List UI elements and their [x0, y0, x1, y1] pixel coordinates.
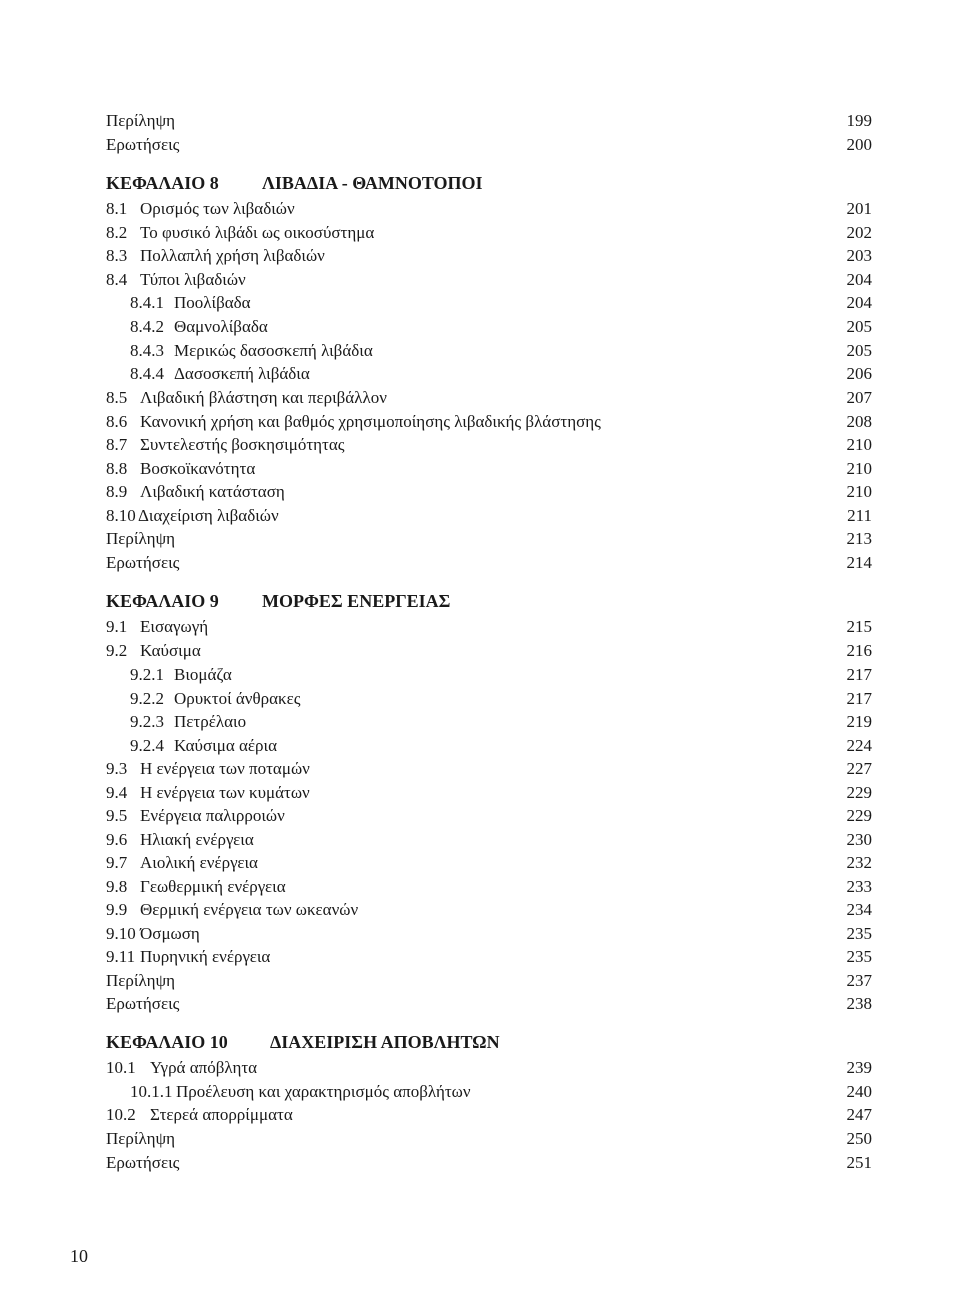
- section-title: Κανονική χρήση και βαθμός χρησιμοποίησης λιβαδικής βλάστησης: [140, 412, 601, 431]
- toc-section-item: [106, 805, 872, 827]
- page-ref: 250: [846, 1129, 872, 1148]
- page-ref: 227: [846, 759, 872, 778]
- page-ref: 210: [846, 459, 872, 478]
- section-number: 9.2.2: [130, 689, 164, 708]
- toc-item: [106, 110, 872, 132]
- section-title: Ερωτήσεις: [106, 135, 180, 154]
- toc-section-item: [106, 735, 872, 757]
- page-ref: 204: [846, 270, 872, 289]
- page-ref: 240: [846, 1082, 872, 1101]
- chapter-label: ΚΕΦΑΛΑΙΟ 9: [106, 591, 219, 611]
- page-number: 10: [70, 1246, 88, 1266]
- toc-item: [106, 1128, 872, 1150]
- section-title: Αιολική ενέργεια: [140, 853, 258, 872]
- section-title: Περίληψη: [106, 971, 175, 990]
- toc-section-item: [106, 758, 872, 780]
- chapter-label: ΚΕΦΑΛΑΙΟ 8: [106, 173, 219, 193]
- toc-item: [106, 1152, 872, 1174]
- page-ref: 205: [846, 341, 872, 360]
- section-number: 9.2: [106, 641, 128, 660]
- toc-section-item: [106, 481, 872, 503]
- section-title: Θερμική ενέργεια των ωκεανών: [140, 900, 359, 919]
- section-number: 8.4.1: [130, 293, 164, 312]
- chapter-heading: [106, 1031, 872, 1053]
- section-title: Συντελεστής βοσκησιμότητας: [140, 435, 345, 454]
- section-title: Ερωτήσεις: [106, 1153, 180, 1172]
- toc-section-item: [106, 876, 872, 898]
- section-title: Πυρηνική ενέργεια: [140, 947, 271, 966]
- page-ref: 216: [846, 641, 872, 660]
- section-title: Καύσιμα: [140, 641, 201, 660]
- page-ref: 202: [846, 223, 872, 242]
- page-ref: 206: [846, 364, 872, 383]
- page-ref: 247: [846, 1105, 872, 1124]
- toc-section-item: [106, 363, 872, 385]
- section-number: 8.6: [106, 412, 128, 431]
- toc-section-item: [106, 245, 872, 267]
- section-number: 8.4: [106, 270, 128, 289]
- section-number: 8.4.4: [130, 364, 164, 383]
- toc-section-item: [106, 292, 872, 314]
- section-title: Περίληψη: [106, 111, 175, 130]
- toc-section-item: [106, 616, 872, 638]
- toc-section-item: [106, 923, 872, 945]
- section-number: 10.1.1: [130, 1082, 173, 1101]
- page-ref: 224: [846, 736, 872, 755]
- toc-section-item: [106, 640, 872, 662]
- section-title: Ορυκτοί άνθρακες: [174, 689, 301, 708]
- section-title: Περίληψη: [106, 529, 175, 548]
- page-ref: 233: [846, 877, 872, 896]
- page-ref: 238: [846, 994, 872, 1013]
- toc-section-item: [106, 269, 872, 291]
- toc-section-item: [106, 829, 872, 851]
- section-number: 8.2: [106, 223, 128, 242]
- toc-section-item: [106, 1057, 872, 1079]
- page-ref: 235: [846, 947, 872, 966]
- toc-section-item: [106, 340, 872, 362]
- section-number: 9.1: [106, 617, 128, 636]
- section-title: Δασοσκεπή λιβάδια: [174, 364, 310, 383]
- section-title: Βιομάζα: [174, 665, 232, 684]
- section-number: 8.4.2: [130, 317, 164, 336]
- section-title: Υγρά απόβλητα: [150, 1058, 258, 1077]
- section-number: 8.4.3: [130, 341, 164, 360]
- section-title: Ερωτήσεις: [106, 553, 180, 572]
- page-ref: 251: [846, 1153, 872, 1172]
- page-ref: 204: [846, 293, 872, 312]
- section-title: Στερεά απορρίμματα: [150, 1105, 293, 1124]
- section-number: 8.3: [106, 246, 128, 265]
- section-title: Εισαγωγή: [140, 617, 209, 636]
- section-title: Θαμνολίβαδα: [174, 317, 268, 336]
- toc-section-item: [106, 664, 872, 686]
- toc-item: [106, 993, 872, 1015]
- toc-section-item: [106, 411, 872, 433]
- page-ref: 229: [846, 783, 872, 802]
- chapter-heading: [106, 590, 872, 612]
- chapter-title: ΜΟΡΦΕΣ ΕΝΕΡΓΕΙΑΣ: [262, 591, 451, 611]
- section-title: Ορισμός των λιβαδιών: [140, 199, 295, 218]
- section-title: Διαχείριση λιβαδιών: [138, 506, 279, 525]
- section-number: 9.7: [106, 853, 128, 872]
- page-ref: 234: [846, 900, 872, 919]
- section-number: 8.7: [106, 435, 128, 454]
- page-ref: 217: [846, 689, 872, 708]
- toc-section-item: [106, 711, 872, 733]
- toc-section-item: [106, 458, 872, 480]
- section-title: Πολλαπλή χρήση λιβαδιών: [140, 246, 325, 265]
- toc-item: [106, 552, 872, 574]
- section-number: 9.11: [106, 947, 136, 966]
- page-ref: 232: [846, 853, 872, 872]
- section-number: 9.2.1: [130, 665, 164, 684]
- section-number: 10.2: [106, 1105, 136, 1124]
- section-number: 9.8: [106, 877, 128, 896]
- section-number: 9.2.4: [130, 736, 164, 755]
- page-ref: 213: [846, 529, 872, 548]
- section-number: 9.9: [106, 900, 128, 919]
- page-ref: 230: [846, 830, 872, 849]
- page-ref: 207: [846, 388, 872, 407]
- toc-section-item: [106, 852, 872, 874]
- toc-item: [106, 528, 872, 550]
- section-number: 9.10: [106, 924, 136, 943]
- section-title: Βοσκοϊκανότητα: [140, 459, 256, 478]
- page-ref: 205: [846, 317, 872, 336]
- toc-item: [106, 970, 872, 992]
- chapter-title: ΔΙΑΧΕΙΡΙΣΗ ΑΠΟΒΛΗΤΩΝ: [270, 1032, 500, 1052]
- page-ref: 214: [846, 553, 872, 572]
- section-number: 10.1: [106, 1058, 136, 1077]
- page-ref: 217: [846, 665, 872, 684]
- chapter-label: ΚΕΦΑΛΑΙΟ 10: [106, 1032, 228, 1052]
- page-ref: 235: [846, 924, 872, 943]
- section-title: Το φυσικό λιβάδι ως οικοσύστημα: [140, 223, 375, 242]
- page-ref: 219: [846, 712, 872, 731]
- page-ref: 215: [846, 617, 872, 636]
- section-title: Καύσιμα αέρια: [174, 736, 277, 755]
- section-number: 9.2.3: [130, 712, 164, 731]
- section-title: Ηλιακή ενέργεια: [140, 830, 254, 849]
- chapter-title: ΛΙΒΑΔΙΑ - ΘΑΜΝΟΤΟΠΟΙ: [262, 173, 483, 193]
- toc-section-item: [106, 387, 872, 409]
- toc-section-item: [106, 782, 872, 804]
- page-ref: 203: [846, 246, 872, 265]
- toc-section-item: [106, 899, 872, 921]
- toc-section-item: [106, 1081, 872, 1103]
- section-title: Λιβαδική κατάσταση: [140, 482, 285, 501]
- toc-section-item: [106, 946, 872, 968]
- section-number: 8.8: [106, 459, 128, 478]
- section-number: 9.5: [106, 806, 128, 825]
- section-title: Λιβαδική βλάστηση και περιβάλλον: [140, 388, 387, 407]
- section-title: Η ενέργεια των κυμάτων: [140, 783, 310, 802]
- section-title: Προέλευση και χαρακτηρισμός αποβλήτων: [176, 1082, 471, 1101]
- section-title: Πετρέλαιο: [174, 712, 247, 731]
- page-ref: 239: [846, 1058, 872, 1077]
- section-title: Ερωτήσεις: [106, 994, 180, 1013]
- section-title: Ποολίβαδα: [174, 293, 251, 312]
- section-title: Μερικώς δασοσκεπή λιβάδια: [174, 341, 373, 360]
- section-number: 8.5: [106, 388, 128, 407]
- page-ref: 229: [846, 806, 872, 825]
- toc-section-item: [106, 222, 872, 244]
- section-title: Η ενέργεια των ποταμών: [140, 759, 310, 778]
- chapter-heading: [106, 172, 872, 194]
- page-ref: 210: [846, 482, 872, 501]
- toc-section-item: [106, 434, 872, 456]
- toc-item: [106, 134, 872, 156]
- section-title: Τύποι λιβαδιών: [140, 270, 246, 289]
- section-title: Περίληψη: [106, 1129, 175, 1148]
- section-number: 8.10: [106, 506, 136, 525]
- section-number: 8.1: [106, 199, 128, 218]
- section-title: Όσμωση: [140, 924, 200, 943]
- page-ref: 201: [846, 199, 872, 218]
- section-number: 9.6: [106, 830, 128, 849]
- section-number: 8.9: [106, 482, 128, 501]
- toc-section-item: [106, 688, 872, 710]
- toc-section-item: [106, 198, 872, 220]
- page-ref: 208: [846, 412, 872, 431]
- page-ref: 199: [846, 111, 872, 130]
- toc-section-item: [106, 505, 872, 527]
- page-ref: 237: [846, 971, 872, 990]
- section-number: 9.4: [106, 783, 128, 802]
- page-ref: 210: [846, 435, 872, 454]
- toc-section-item: [106, 316, 872, 338]
- toc-section-item: [106, 1104, 872, 1126]
- section-title: Ενέργεια παλιρροιών: [140, 806, 285, 825]
- page-ref: 211: [847, 506, 872, 525]
- section-number: 9.3: [106, 759, 128, 778]
- section-title: Γεωθερμική ενέργεια: [140, 877, 286, 896]
- page-ref: 200: [846, 135, 872, 154]
